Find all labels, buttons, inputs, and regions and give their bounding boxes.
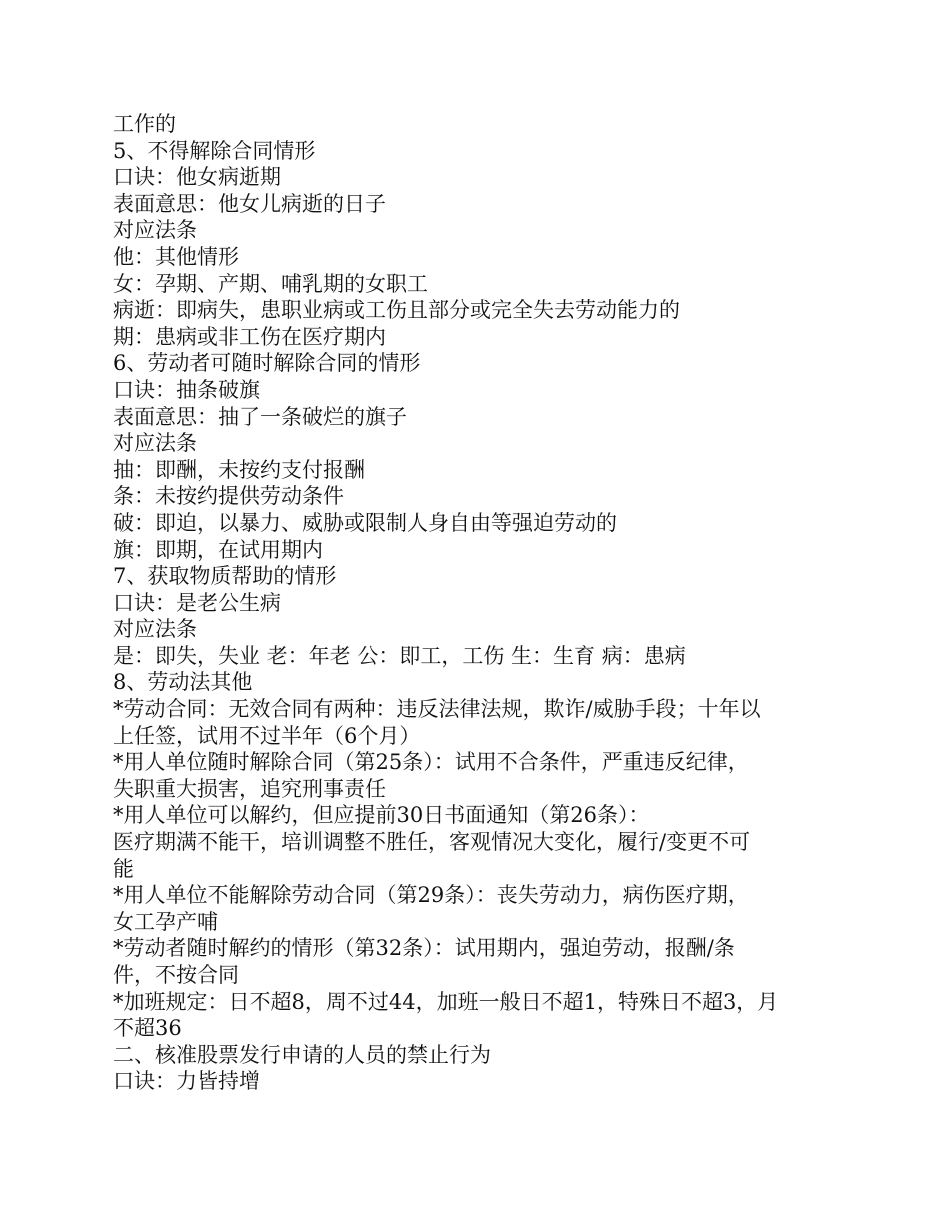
text-line: *加班规定：日不超8，周不过44，加班一般日不超1，特殊日不超3，月 (113, 989, 779, 1014)
text-line: 口诀：他女病逝期 (113, 165, 281, 190)
text-line: 件，不按合同 (113, 963, 239, 987)
section-heading: 5、不得解除合同情形 (113, 138, 316, 163)
text-line: 是：即失，失业 老：年老 公：即工，工伤 生：生育 病：患病 (113, 643, 686, 668)
text-line: *用人单位随时解除合同（第25条）：试用不合条件，严重违反纪律， (113, 750, 749, 775)
section-heading: 8、劳动法其他 (113, 670, 253, 695)
text-line: *劳动合同：无效合同有两种：违反法律法规，欺诈/威胁手段；十年以 (113, 697, 761, 722)
text-line: 口诀：是老公生病 (113, 590, 281, 615)
text-line: 病逝：即病失，患职业病或工伤且部分或完全失去劳动能力的 (113, 298, 680, 323)
section-heading: 二、核准股票发行申请的人员的禁止行为 (113, 1042, 491, 1067)
text-line: 女工孕产哺 (113, 909, 218, 934)
text-line: 对应法条 (113, 431, 197, 456)
text-line: 对应法条 (113, 617, 197, 642)
text-line: 他：其他情形 (113, 244, 239, 269)
text-line: 期：患病或非工伤在医疗期内 (113, 324, 386, 349)
text-line: 失职重大损害，追究刑事责任 (113, 776, 386, 801)
text-line: *用人单位可以解约，但应提前30日书面通知（第26条）： (113, 803, 650, 828)
text-line: 女：孕期、产期、哺乳期的女职工 (113, 271, 428, 296)
section-heading: 7、获取物质帮助的情形 (113, 564, 337, 589)
text-line: 抽：即酬，未按约支付报酬 (113, 457, 365, 482)
text-line: 工作的 (113, 112, 176, 136)
text-line: 旗：即期，在试用期内 (113, 537, 323, 562)
text-line: 能 (113, 856, 134, 881)
text-line: 破：即迫，以暴力、威胁或限制人身自由等强迫劳动的 (113, 510, 617, 535)
text-line: 对应法条 (113, 218, 197, 243)
text-line: *用人单位不能解除劳动合同（第29条）：丧失劳动力，病伤医疗期， (113, 883, 749, 908)
text-line: *劳动者随时解约的情形（第32条）：试用期内，强迫劳动，报酬/条 (113, 936, 735, 961)
text-line: 口诀：抽条破旗 (113, 377, 260, 402)
text-line: 表面意思：抽了一条破烂的旗子 (113, 404, 407, 429)
text-line: 口诀：力皆持增 (113, 1069, 260, 1094)
text-line: 表面意思：他女儿病逝的日子 (113, 191, 386, 216)
text-line: 医疗期满不能干，培训调整不胜任，客观情况大变化，履行/变更不可 (113, 830, 751, 855)
section-heading: 6、劳动者可随时解除合同的情形 (113, 351, 421, 376)
document-body (113, 111, 841, 1095)
text-line: 上任签，试用不过半年（6个月） (113, 723, 421, 748)
text-line: 条：未按约提供劳动条件 (113, 484, 344, 509)
text-line: 不超36 (113, 1016, 182, 1041)
